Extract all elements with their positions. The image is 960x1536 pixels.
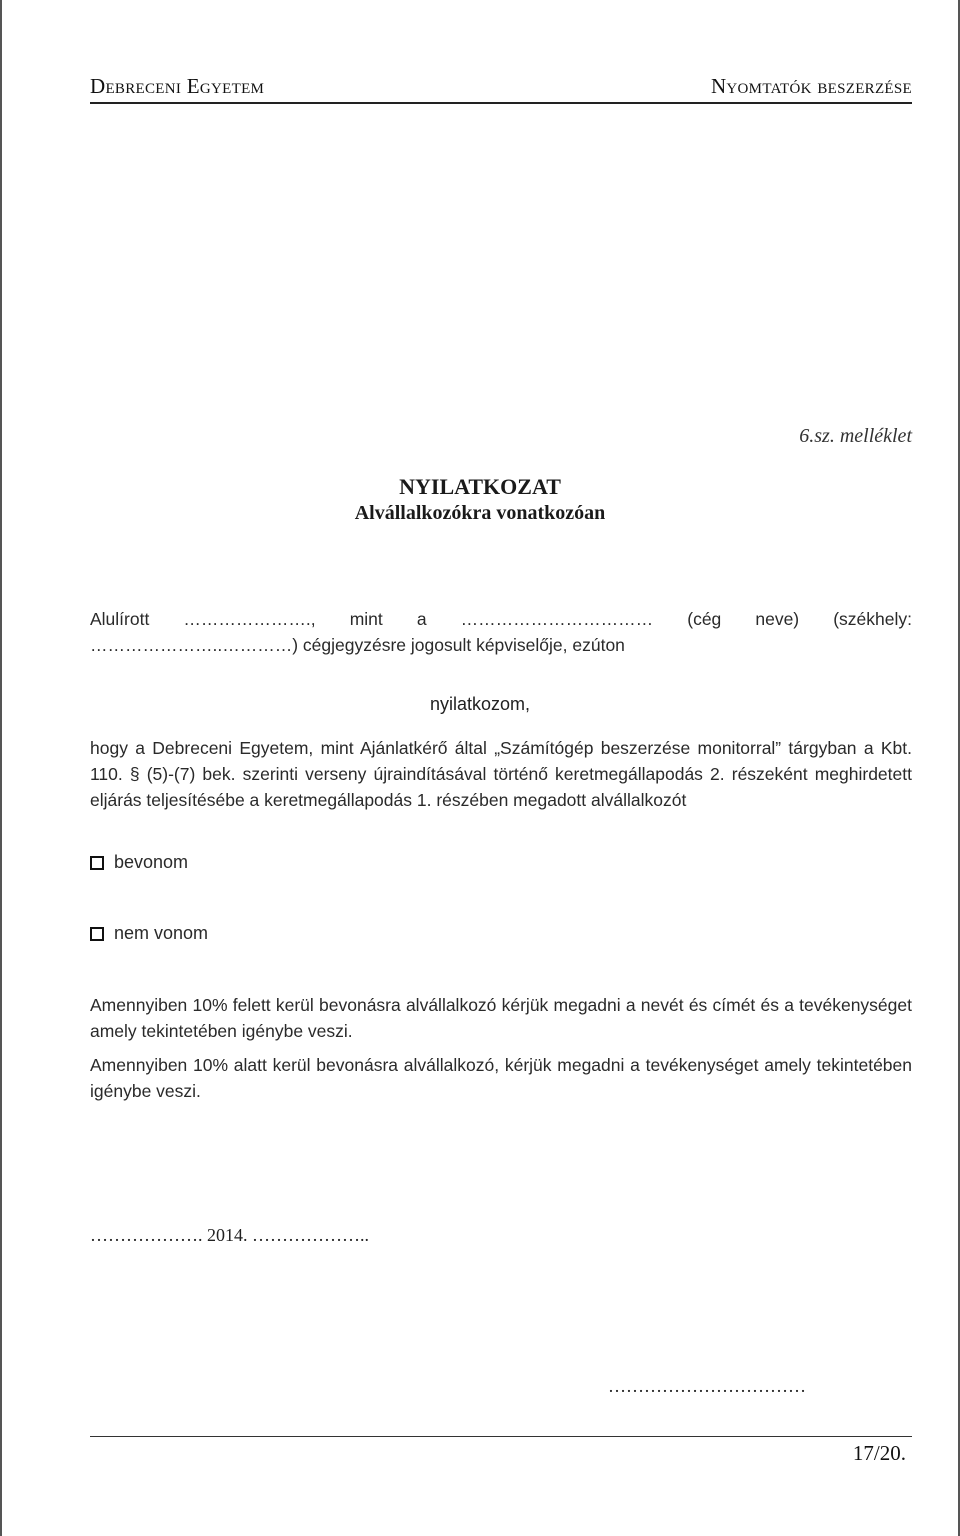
header-divider: [90, 102, 912, 104]
declaration-heading: nyilatkozom,: [429, 694, 531, 714]
header-institution: Debreceni Egyetem: [90, 74, 265, 98]
option-label: bevonom: [114, 852, 189, 872]
header-document-title: Nyomtatók beszerzése: [710, 74, 912, 98]
option-bevonom[interactable]: [90, 852, 188, 873]
signature-line: ……………………………: [608, 1376, 806, 1396]
note-over-threshold: Amennyiben 10% felett kerül bevonásra alvállalkozó kérjük megadni a nevét és címét és a tevékenységet amely tekintetében igénybe veszi.: [90, 995, 912, 1041]
title-block: [2, 474, 958, 525]
footer-divider: [90, 1436, 912, 1437]
option-nem-vonom[interactable]: [90, 923, 208, 944]
date-line: ………………. 2014. ………………..: [90, 1225, 369, 1245]
annex-label: 6.sz. melléklet: [799, 425, 912, 447]
statement-paragraph: hogy a Debreceni Egyetem, mint Ajánlatkérő által „Számítógép beszerzése monitorral” tárgyban a Kbt. 110. § (5)-(7) bek. szerinti verseny újraindításával történő keretmegállapodás 2. részeként meghirdetett eljárás teljesítésébe a keretmegállapodás 1. részében megadott alvállalkozót: [90, 738, 912, 810]
page-header: [90, 74, 912, 99]
intro-paragraph: Alulírott …………………., mint a …………………………… (cég neve) (székhely: …………………..…………) cégjegyzésre jogosult képviselője, ezúton: [90, 609, 912, 655]
checkbox-icon[interactable]: [90, 927, 104, 941]
document-subtitle: Alvállalkozókra vonatkozóan: [354, 502, 606, 524]
page-number: 17/20.: [852, 1441, 906, 1465]
document-title: NYILATKOZAT: [399, 474, 561, 499]
option-label: nem vonom: [114, 923, 209, 943]
checkbox-icon[interactable]: [90, 856, 104, 870]
note-under-threshold: Amennyiben 10% alatt kerül bevonásra alvállalkozó, kérjük megadni a tevékenységet amely tekintetében igénybe veszi.: [90, 1055, 912, 1101]
